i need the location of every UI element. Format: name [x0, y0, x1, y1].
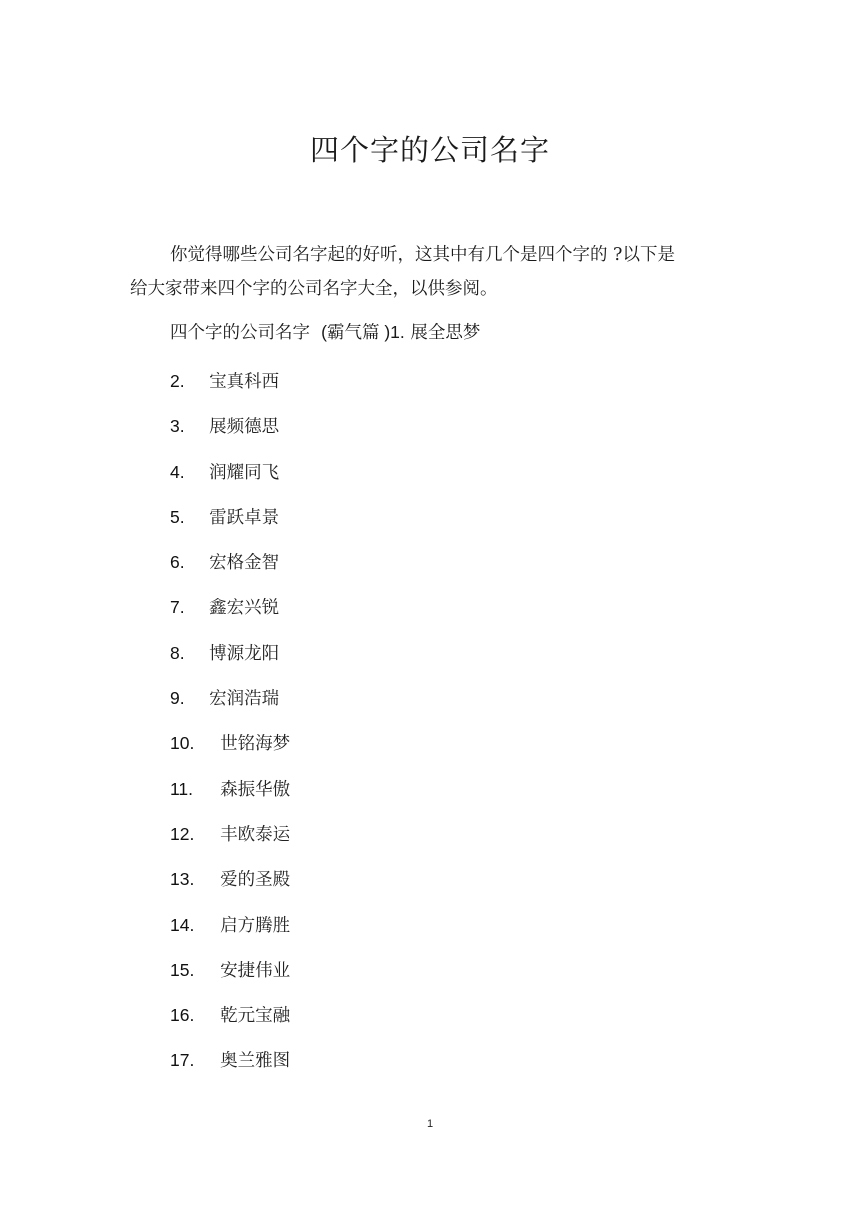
list-item: 17. 奥兰雅图	[170, 1050, 291, 1072]
list-item: 4. 润耀同飞	[170, 461, 280, 483]
list-item: 9. 宏润浩瑞	[170, 688, 280, 710]
section-heading-first-name: 展全思梦	[410, 323, 481, 343]
list-item: 11. 森振华傲	[170, 778, 291, 800]
document-title: 四个字的公司名字	[309, 133, 550, 167]
list-item: 16. 乾元宝融	[170, 1005, 291, 1027]
list-item: 14. 启方腾胜	[170, 914, 291, 936]
list-item: 12. 丰欧泰运	[170, 823, 291, 845]
intro-paragraph	[130, 238, 730, 306]
section-heading-prefix: 四个字的公司名字	[170, 323, 310, 343]
company-name-list	[170, 366, 290, 1091]
list-item: 8. 博源龙阳	[170, 642, 280, 664]
list-item: 6. 宏格金智	[170, 552, 280, 574]
list-item: 15. 安捷伟业	[170, 959, 291, 981]
intro-line-2: 给大家带来四个字的公司名字大全，以供参阅。	[130, 279, 498, 299]
list-item: 3. 展频德思	[170, 416, 280, 438]
list-item: 13. 爱的圣殿	[170, 869, 291, 891]
page-number: 1	[426, 1118, 434, 1130]
list-item: 7. 鑫宏兴锐	[170, 597, 280, 619]
intro-line-1: 你觉得哪些公司名字起的好听，这其中有几个是四个字的 ?以下是	[170, 245, 675, 265]
list-item: 5. 雷跃卓景	[170, 506, 280, 528]
section-heading-category: (霸气篇 )1.	[321, 322, 405, 342]
list-item: 10. 世铭海梦	[170, 733, 291, 755]
section-heading	[170, 319, 480, 344]
list-item: 2. 宝真科西	[170, 371, 280, 392]
